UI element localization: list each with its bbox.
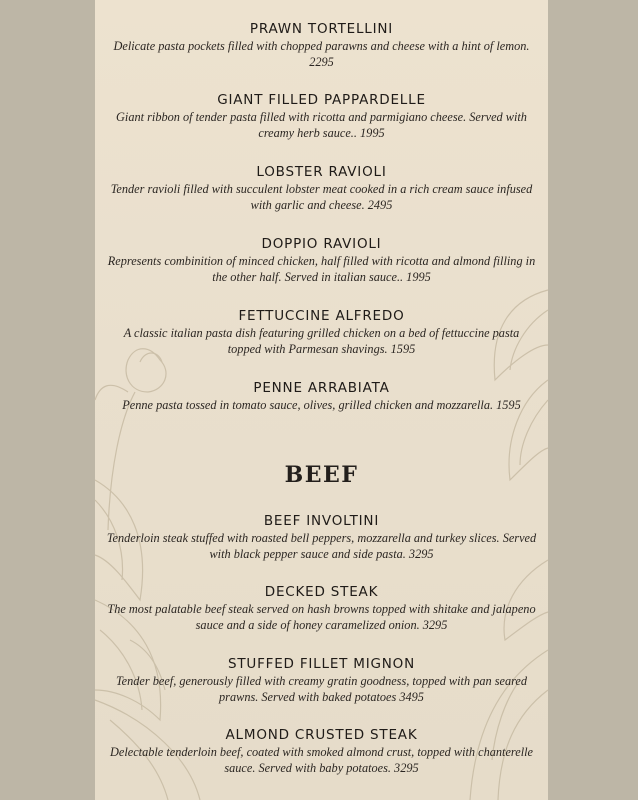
item-description: Tender beef, generously filled with creamy gratin goodness, topped with pan seared prawns. Served with baked potatoes 3495	[115, 674, 528, 704]
item-name: GIANT FILLED PAPPARDELLE	[217, 92, 426, 108]
menu-item-beef-involtini	[95, 513, 548, 562]
item-description: Tender ravioli filled with succulent lobster meat cooked in a rich cream sauce infused with garlic and cheese. 2495	[110, 182, 533, 212]
section-heading-beef: BEEF	[284, 462, 359, 488]
menu-item-penne-arrabiata	[95, 380, 548, 414]
item-description: A classic italian pasta dish featuring grilled chicken on a bed of fettuccine pasta topped with Parmesan shavings. 1595	[123, 326, 520, 356]
item-name: LOBSTER RAVIOLI	[256, 164, 387, 180]
left-margin	[0, 0, 95, 800]
menu-item-stuffed-fillet-mignon	[95, 656, 548, 705]
item-name: STUFFED FILLET MIGNON	[227, 656, 415, 672]
item-description: The most palatable beef steak served on hash browns topped with shitake and jalapeno sauce and a side of honey caramelized onion. 3295	[107, 602, 536, 632]
item-name: BEEF INVOLTINI	[263, 513, 380, 529]
item-name: PENNE ARRABIATA	[253, 380, 390, 396]
item-description: Penne pasta tossed in tomato sauce, olives, grilled chicken and mozzarella. 1595	[122, 398, 521, 412]
item-name: DECKED STEAK	[264, 584, 379, 600]
item-name: FETTUCCINE ALFREDO	[238, 308, 405, 324]
menu-item-doppio-ravioli	[95, 236, 548, 285]
item-name: DOPPIO RAVIOLI	[261, 236, 382, 252]
menu-item-decked-steak	[95, 584, 548, 633]
item-name: PRAWN TORTELLINI	[249, 21, 394, 37]
menu-item-giant-filled-pappardelle	[95, 92, 548, 141]
menu-item-almond-crusted-steak	[95, 727, 548, 776]
menu-item-prawn-tortellini	[95, 21, 548, 70]
menu-content	[95, 0, 548, 800]
item-description: Represents combinition of minced chicken, half filled with ricotta and almond filling in the other half. Served in italian sauce.. 1995	[107, 254, 536, 284]
item-description: Tenderloin steak stuffed with roasted bell peppers, mozzarella and turkey slices. Served with black pepper sauce and side pasta. 3295	[106, 531, 537, 561]
item-description: Delicate pasta pockets filled with chopped parawns and cheese with a hint of lemon. 2295	[113, 39, 530, 69]
menu-item-fettuccine-alfredo	[95, 308, 548, 357]
item-name: ALMOND CRUSTED STEAK	[225, 727, 418, 743]
item-description: Delectable tenderloin beef, coated with smoked almond crust, topped with chanterelle sauce. Served with baby potatoes. 3295	[109, 745, 533, 775]
menu-item-lobster-ravioli	[95, 164, 548, 213]
right-margin	[548, 0, 638, 800]
item-description: Giant ribbon of tender pasta filled with ricotta and parmigiano cheese. Served with creamy herb sauce.. 1995	[116, 110, 527, 140]
